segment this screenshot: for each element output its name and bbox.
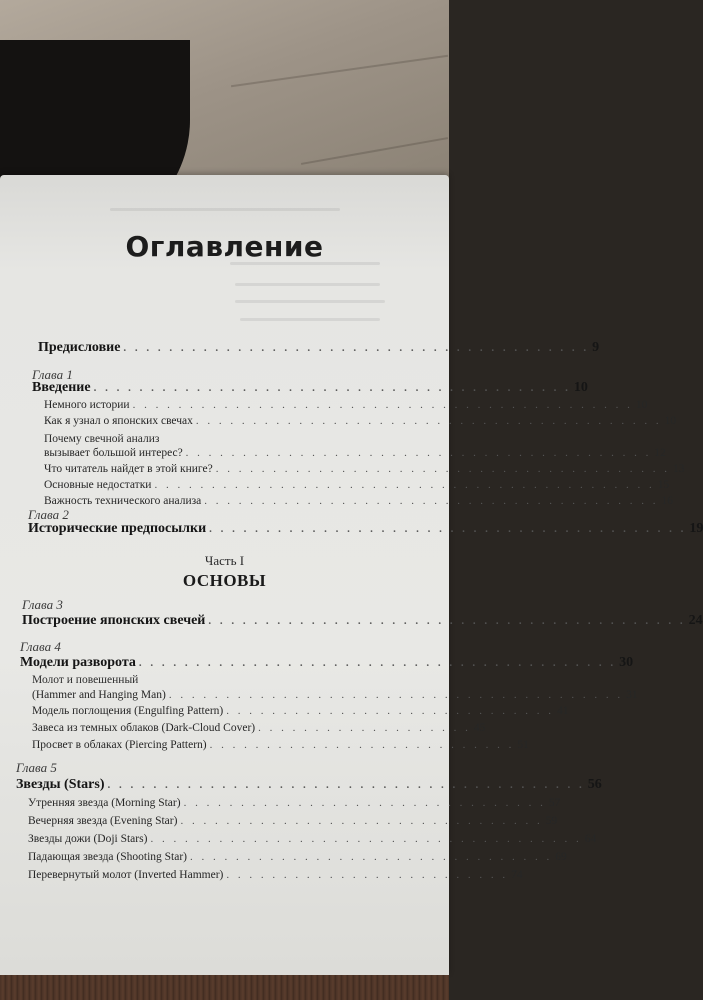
chapter-label: Глава 5 xyxy=(16,760,57,775)
entry-label: Завеса из темных облаков (Dark-Cloud Cover) xyxy=(32,722,256,734)
entry-page: 30 xyxy=(619,655,634,670)
entry-page: 10 xyxy=(664,415,677,427)
chapter-label: Глава 3 xyxy=(22,597,63,612)
entry-label: Звезды (Stars) xyxy=(16,777,105,792)
toc-entry-chapter xyxy=(22,613,703,629)
chapter-label: Глава 4 xyxy=(20,639,61,654)
toc-subentry xyxy=(28,869,523,881)
entry-label: Введение xyxy=(32,380,91,395)
chapter-label: Глава 1 xyxy=(32,367,73,382)
entry-label: Основные недостатки xyxy=(44,479,152,491)
leader-dots: . . . . . . . . . . . . . . . . . . . . . . . . . . . . . . . . xyxy=(183,797,546,809)
entry-label: Утренняя звезда (Morning Star) xyxy=(28,797,181,809)
entry-label: Важность технического анализа xyxy=(44,495,202,507)
toc-subentry xyxy=(28,815,558,827)
toc-entry-chapter xyxy=(28,521,703,537)
entry-label: Немного истории xyxy=(44,399,130,411)
entry-page: 12 xyxy=(654,447,666,459)
entry-page: 31 xyxy=(626,689,638,701)
leader-dots: . . . . . . . . . . . . . . . . . . . . . . . . . xyxy=(226,869,509,881)
entry-page: 10 xyxy=(573,380,588,395)
toc-subentry xyxy=(44,479,670,491)
entry-page: 57 xyxy=(548,797,561,809)
entry-page: 41 xyxy=(556,705,569,717)
toc-subentry xyxy=(44,463,685,475)
entry-page: 64 xyxy=(584,833,597,845)
entry-label: Как я узнал о японских свечах xyxy=(44,415,193,427)
toc-entry-chapter xyxy=(32,380,588,396)
toc-entry-chapter xyxy=(20,655,634,671)
entry-label: Вечерняя звезда (Evening Star) xyxy=(28,815,178,827)
part-label: Часть I xyxy=(204,553,245,568)
entry-label: Модель поглощения (Engulfing Pattern) xyxy=(32,705,224,717)
leader-dots: . . . . . . . . . . . . . . . . . . . . . . . . . . . . . xyxy=(226,705,554,717)
toc-subentry xyxy=(28,851,567,863)
leader-dots: . . . . . . . . . . . . . . . . . . . . . . . . . . . . . . . . . . . . . . . . . . xyxy=(138,657,617,669)
entry-page: 10 xyxy=(635,399,648,411)
leader-dots: . . . . . . . . . . . . . . . . . . . . . . . . . . . . . . . . . . . . . . . . . . xyxy=(208,615,686,627)
entry-label: Что читатель найдет в этой книге? xyxy=(44,463,213,475)
leader-dots: . . . . . . . . . . . . . . . . . . . . . . . . . . . . . . . . . . . . . . . . . . xyxy=(107,779,585,791)
toc-subentry xyxy=(32,705,569,717)
entry-label: Звезды дожи (Doji Stars) xyxy=(28,833,148,845)
entry-label: Построение японских свечей xyxy=(22,613,206,628)
part-title: ОСНОВЫ xyxy=(182,571,267,590)
entry-page: 19 xyxy=(689,521,703,536)
entry-label: (Hammer and Hanging Man) xyxy=(32,689,166,701)
toc-subentry xyxy=(32,739,529,751)
chapter-label: Глава 2 xyxy=(28,507,69,522)
entry-page: 51 xyxy=(517,739,529,751)
leader-dots: . . . . . . . . . . . . . . . . . . . . . . . . . . . . . . . . . . . . . . . . xyxy=(215,463,670,475)
toc-subentry-line: Молот и повешенный xyxy=(32,674,139,686)
toc-subentry xyxy=(44,447,666,459)
leader-dots: . . . . . . . . . . . . . . . . . . . . . . . . . . . xyxy=(209,739,515,751)
toc-entry-preface xyxy=(38,340,600,356)
entry-page: 59 xyxy=(545,815,558,827)
entry-label: Перевернутый молот (Inverted Hammer) xyxy=(28,869,224,881)
leader-dots: . . . . . . . . . . . . . . . . . . . . . . . . . . . . . . . . . . . . . . . . xyxy=(168,689,624,701)
entry-label: Предисловие xyxy=(38,340,121,355)
toc-subentry xyxy=(44,495,674,507)
leader-dots: . . . . . . . . . . . . . . . . . . . . . . . . . . . . . . . . . . . . . . . . . . . . xyxy=(132,399,633,411)
entry-page: 74 xyxy=(511,869,523,881)
bleed-through-text xyxy=(240,318,380,321)
leader-dots: . . . . . . . . . . . . . . . . . . . . . . . . . . . . . . . . xyxy=(190,851,553,863)
toc-subentry xyxy=(44,415,677,427)
toc-subentry xyxy=(28,797,561,809)
entry-page: 15 xyxy=(657,479,670,491)
bleed-through-text xyxy=(110,208,340,211)
toc-subentry xyxy=(32,722,486,734)
entry-label: вызывает большой интерес? xyxy=(44,447,183,459)
toc-entry-chapter xyxy=(16,777,602,793)
leader-dots: . . . . . . . . . . . . . . . . . . . . . . . . . . . . . . . . . . . . . . . . xyxy=(204,495,659,507)
toc-subentry-line: Почему свечной анализ xyxy=(44,433,160,445)
entry-label: Падающая звезда (Shooting Star) xyxy=(28,851,187,863)
entry-page: 24 xyxy=(688,613,703,628)
leader-dots: . . . . . . . . . . . . . . . . . . . . . . . . . . . . . . . . . . . . . . . . . . xyxy=(209,523,687,535)
entry-page: 16 xyxy=(661,495,674,507)
entry-page: 69 xyxy=(555,851,567,863)
entry-label: Модели разворота xyxy=(20,655,136,670)
bleed-through-text xyxy=(235,283,380,286)
leader-dots: . . . . . . . . . . . . . . . . . . . . . . . . . . . . . . . . . . . . . . xyxy=(150,833,582,845)
bleed-through-text xyxy=(235,300,385,303)
entry-label: Исторические предпосылки xyxy=(28,521,207,536)
leader-dots: . . . . . . . . . . . . . . . . . . . . . . . . . . . . . . . . . . . . . . . . . xyxy=(195,415,662,427)
leader-dots: . . . . . . . . . . . . . . . . . . . xyxy=(258,722,471,734)
leader-dots: . . . . . . . . . . . . . . . . . . . . . . . . . . . . . . . . . . . . . . . . . xyxy=(123,342,590,354)
leader-dots: . . . . . . . . . . . . . . . . . . . . . . . . . . . . . . . . xyxy=(180,815,543,827)
entry-page: 9 xyxy=(592,340,600,355)
leader-dots: . . . . . . . . . . . . . . . . . . . . . . . . . . . . . . . . . . . . . . . . . . . . xyxy=(154,479,655,491)
entry-page: 56 xyxy=(587,777,602,792)
toc-subentry xyxy=(44,399,648,411)
entry-page: 45 xyxy=(473,722,486,734)
entry-label: Просвет в облаках (Piercing Pattern) xyxy=(32,739,207,751)
toc-subentry xyxy=(32,689,638,701)
leader-dots: . . . . . . . . . . . . . . . . . . . . . . . . . . . . . . . . . . . . . . . . . . xyxy=(93,382,571,394)
toc-subentry xyxy=(28,833,597,845)
leader-dots: . . . . . . . . . . . . . . . . . . . . . . . . . . . . . . . . . . . . . . . . . xyxy=(185,447,652,459)
fabric-edge xyxy=(0,975,449,1000)
entry-page: 13 xyxy=(672,463,685,475)
page-title: Оглавление xyxy=(125,230,324,263)
